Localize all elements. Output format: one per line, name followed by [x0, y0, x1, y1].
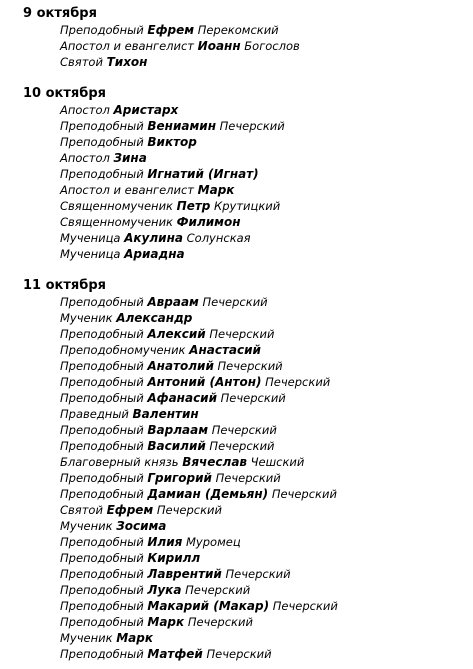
entry-name: Марк: [147, 615, 185, 629]
entry-title: Преподобный: [60, 295, 144, 309]
entry-title: Преподобный: [60, 23, 144, 37]
entry-surname: Печерский: [219, 119, 285, 133]
entry-name: Вячеслав: [182, 455, 248, 469]
list-item: [60, 118, 473, 134]
entry-surname: Крутицкий: [214, 199, 281, 213]
entry-surname: Печерский: [211, 423, 277, 437]
entry-title: Святой: [60, 55, 103, 69]
entry-name: Петр: [176, 199, 211, 213]
list-item: [60, 38, 473, 54]
list-item: [60, 342, 473, 358]
entry-name: Ефрем: [106, 503, 154, 517]
entry-surname: Перекомский: [197, 23, 279, 37]
entry-name: Григорий: [147, 471, 212, 485]
entry-name: Илия: [147, 535, 183, 549]
entry-title: Святой: [60, 503, 103, 517]
entry-title: Преподобный: [60, 567, 144, 581]
entry-title: Мученица: [60, 231, 121, 245]
entry-surname: Печерский: [272, 599, 338, 613]
list-item: [60, 582, 473, 598]
entry-name: Антоний (Антон): [147, 375, 262, 389]
entry-name: Зина: [113, 151, 147, 165]
entry-name: Александр: [116, 311, 193, 325]
entry-title: Преподобный: [60, 327, 144, 341]
entry-name: Кирилл: [147, 551, 201, 565]
entry-title: Мученик: [60, 631, 113, 645]
entry-name: Марк: [116, 631, 153, 645]
list-item: [60, 598, 473, 614]
list-item: [60, 54, 473, 70]
entry-surname: Муромец: [186, 535, 241, 549]
entry-title: Преподобный: [60, 359, 144, 373]
entry-name: Марк: [197, 183, 235, 197]
entry-surname: Печерский: [265, 375, 331, 389]
entry-name: Вениамин: [147, 119, 216, 133]
list-item: [60, 214, 473, 230]
list-item: [60, 102, 473, 118]
day-date: 10 октября: [23, 86, 106, 101]
day-section: [0, 86, 473, 262]
list-item: [60, 470, 473, 486]
list-item: [60, 550, 473, 566]
list-item: [60, 374, 473, 390]
list-item: [60, 166, 473, 182]
entry-name: Анастасий: [189, 343, 261, 357]
list-item: [60, 518, 473, 534]
entry-name: Василий: [147, 439, 206, 453]
entry-name: Ефрем: [147, 23, 195, 37]
entry-surname: Солунская: [186, 231, 251, 245]
entry-name: Варлаам: [147, 423, 209, 437]
entry-title: Преподобный: [60, 471, 144, 485]
entry-surname: Печерский: [220, 391, 286, 405]
list-item: [60, 486, 473, 502]
entry-title: Преподобный: [60, 423, 144, 437]
list-item: [60, 198, 473, 214]
entry-title: Священномученик: [60, 215, 173, 229]
list-item: [60, 534, 473, 550]
entry-name: Афанасий: [147, 391, 217, 405]
entry-title: Мученик: [60, 311, 113, 325]
entry-title: Мученик: [60, 519, 113, 533]
list-item: [60, 230, 473, 246]
entries-list: [60, 22, 473, 70]
list-item: [60, 310, 473, 326]
list-item: [60, 150, 473, 166]
entry-name: Зосима: [116, 519, 167, 533]
entries-list: [60, 294, 473, 662]
entry-title: Благоверный князь: [60, 455, 179, 469]
list-item: [60, 246, 473, 262]
entry-name: Игнатий (Игнат): [147, 167, 259, 181]
entry-title: Апостол: [60, 103, 110, 117]
entry-title: Преподобный: [60, 647, 144, 661]
entry-name: Макарий (Макар): [147, 599, 270, 613]
list-item: [60, 406, 473, 422]
entry-name: Аристарх: [113, 103, 179, 117]
list-item: [60, 22, 473, 38]
entry-title: Преподобный: [60, 615, 144, 629]
day-date: 11 октября: [23, 278, 106, 293]
entry-title: Праведный: [60, 407, 129, 421]
entry-surname: Печерский: [187, 615, 253, 629]
entry-name: Лука: [147, 583, 182, 597]
entry-name: Матфей: [147, 647, 203, 661]
entry-title: Преподобный: [60, 551, 144, 565]
entry-name: Анатолий: [147, 359, 214, 373]
entry-title: Апостол и евангелист: [60, 183, 194, 197]
entry-surname: Чешский: [250, 455, 305, 469]
list-item: [60, 646, 473, 662]
entry-surname: Печерский: [209, 327, 275, 341]
entry-surname: Печерский: [185, 583, 251, 597]
list-item: [60, 630, 473, 646]
list-item: [60, 566, 473, 582]
entry-surname: Печерский: [156, 503, 222, 517]
list-item: [60, 326, 473, 342]
section-spacer: [0, 262, 473, 278]
entry-name: Лаврентий: [147, 567, 222, 581]
entry-name: Авраам: [147, 295, 199, 309]
list-item: [60, 358, 473, 374]
day-section: [0, 6, 473, 70]
entry-title: Преподобный: [60, 375, 144, 389]
entry-title: Преподобный: [60, 119, 144, 133]
section-spacer: [0, 70, 473, 86]
entry-title: Преподобный: [60, 487, 144, 501]
entry-title: Преподобный: [60, 167, 144, 181]
entry-title: Преподобный: [60, 599, 144, 613]
day-date: 9 октября: [23, 6, 97, 21]
entry-surname: Печерский: [271, 487, 337, 501]
entry-title: Преподобный: [60, 439, 144, 453]
entry-name: Филимон: [176, 215, 241, 229]
entry-surname: Печерский: [217, 359, 283, 373]
day-section: [0, 278, 473, 662]
entry-title: Мученица: [60, 247, 121, 261]
entry-name: Иоанн: [197, 39, 241, 53]
entry-title: Преподобный: [60, 535, 144, 549]
list-item: [60, 390, 473, 406]
list-item: [60, 182, 473, 198]
entry-surname: Печерский: [209, 439, 275, 453]
entry-name: Акулина: [124, 231, 183, 245]
entry-surname: Печерский: [215, 471, 281, 485]
list-item: [60, 438, 473, 454]
list-item: [60, 454, 473, 470]
entry-title: Преподобный: [60, 583, 144, 597]
entries-list: [60, 102, 473, 262]
entry-title: Апостол и евангелист: [60, 39, 194, 53]
entry-name: Дамиан (Демьян): [147, 487, 269, 501]
entry-title: Священномученик: [60, 199, 173, 213]
entry-surname: Печерский: [202, 295, 268, 309]
entry-title: Преподобномученик: [60, 343, 186, 357]
entry-surname: Печерский: [206, 647, 272, 661]
entry-title: Преподобный: [60, 135, 144, 149]
list-item: [60, 134, 473, 150]
entry-name: Алексий: [147, 327, 206, 341]
entry-surname: Богослов: [244, 39, 300, 53]
entry-name: Виктор: [147, 135, 197, 149]
entry-name: Валентин: [132, 407, 199, 421]
entry-name: Ариадна: [124, 247, 185, 261]
list-item: [60, 614, 473, 630]
entry-title: Апостол: [60, 151, 110, 165]
entry-surname: Печерский: [225, 567, 291, 581]
list-item: [60, 294, 473, 310]
list-item: [60, 502, 473, 518]
entry-name: Тихон: [106, 55, 148, 69]
entry-title: Преподобный: [60, 391, 144, 405]
list-item: [60, 422, 473, 438]
